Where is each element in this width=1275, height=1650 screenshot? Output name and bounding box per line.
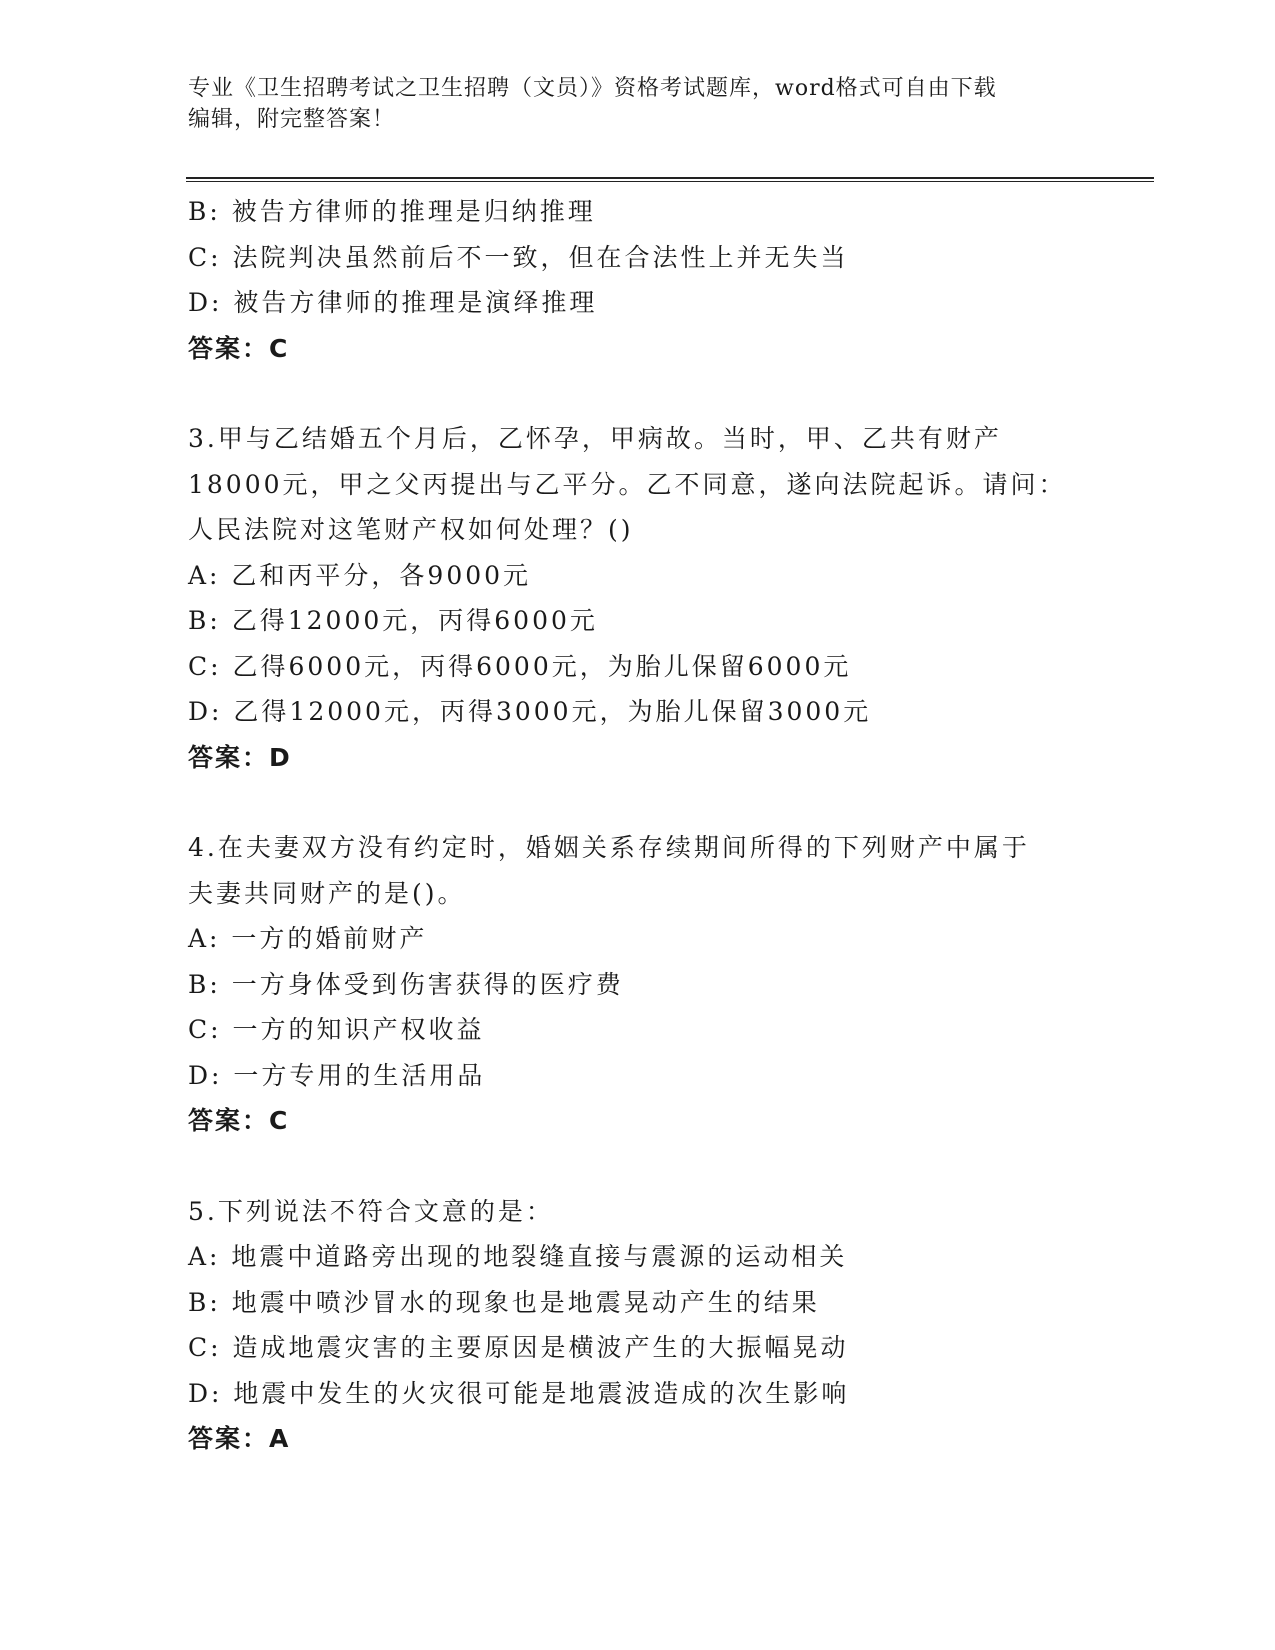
question-2: [188, 189, 1088, 371]
option-c: C: 乙得6000元，丙得6000元，为胎儿保留6000元: [188, 651, 852, 681]
spacer: [188, 371, 1088, 416]
document-header: [188, 73, 1088, 135]
question-stem-line: 人民法院对这笔财产权如何处理？(): [188, 515, 634, 544]
option-d: D: 一方专用的生活用品: [188, 1060, 486, 1090]
option-a: A: 一方的婚前财产: [188, 924, 428, 953]
answer-line: 答案：D: [188, 742, 292, 772]
question-stem-line: 夫妻共同财产的是()。: [188, 878, 466, 908]
header-line-2: 编辑，附完整答案！: [188, 107, 396, 132]
question-stem-line: 5.下列说法不符合文意的是：: [188, 1196, 554, 1226]
option-a: A: 地震中道路旁出现的地裂缝直接与震源的运动相关: [188, 1242, 848, 1271]
header-line-1: 专业《卫生招聘考试之卫生招聘（文员）》资格考试题库，word格式可自由下载: [188, 76, 997, 101]
answer-line: 答案：C: [188, 1106, 290, 1135]
option-d: D: 乙得12000元，丙得3000元，为胎儿保留3000元: [188, 697, 872, 726]
header-divider: [186, 177, 1154, 182]
question-3: [188, 416, 1088, 780]
spacer: [188, 780, 1088, 825]
option-b: B: 一方身体受到伤害获得的医疗费: [188, 969, 624, 999]
question-5: [188, 1189, 1088, 1462]
option-b: B: 地震中喷沙冒水的现象也是地震晃动产生的结果: [188, 1287, 820, 1317]
question-stem-line: 3.甲与乙结婚五个月后，乙怀孕，甲病故。当时，甲、乙共有财产: [188, 424, 1002, 453]
option-d: D: 地震中发生的火灾很可能是地震波造成的次生影响: [188, 1378, 850, 1408]
option-c: C: 一方的知识产权收益: [188, 1015, 485, 1044]
option-c: C: 法院判决虽然前后不一致，但在合法性上并无失当: [188, 242, 849, 272]
option-c: C: 造成地震灾害的主要原因是横波产生的大振幅晃动: [188, 1333, 849, 1362]
option-b: B: 被告方律师的推理是归纳推理: [188, 197, 596, 226]
option-b: B: 乙得12000元，丙得6000元: [188, 606, 598, 635]
option-a: A: 乙和丙平分，各9000元: [188, 560, 532, 590]
question-stem-line: 4.在夫妻双方没有约定时，婚姻关系存续期间所得的下列财产中属于: [188, 833, 1030, 862]
question-stem-line: 18000元，甲之父丙提出与乙平分。乙不同意，遂向法院起诉。请问：: [188, 469, 1067, 499]
question-4: [188, 825, 1088, 1144]
spacer: [188, 1144, 1088, 1189]
question-list: [188, 189, 1088, 1462]
answer-line: 答案：C: [188, 333, 290, 363]
answer-line: 答案：A: [188, 1424, 291, 1453]
option-d: D: 被告方律师的推理是演绎推理: [188, 288, 598, 317]
